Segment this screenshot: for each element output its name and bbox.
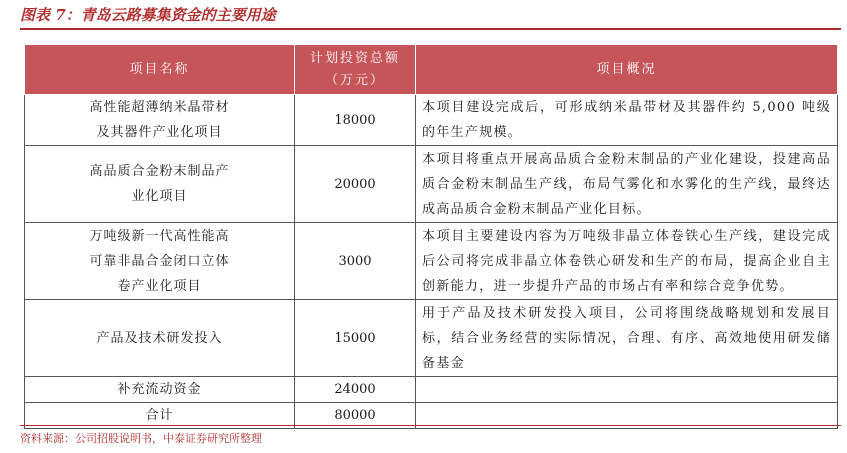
project-desc: 本项目建设完成后，可形成纳米晶带材及其器件约 5,000 吨级的年生产规模。 [416,95,838,146]
project-amount: 80000 [295,403,416,429]
project-desc: 本项目将重点开展高品质合金粉末制品的产业化建设，投建高品质合金粉末制品生产线，布局气雾化和水雾化的生产线，最终达成高品质合金粉末制品产业化目标。 [416,146,838,223]
header-amount-line1: 计划投资总额 [309,50,400,66]
table-row [25,300,838,377]
bottom-divider [20,425,841,426]
project-name-line: 合计 [145,408,174,423]
table-row [25,146,838,223]
project-name [25,377,295,403]
project-name [25,223,295,300]
title-underline [20,28,841,30]
project-name-line: 及其器件产业化项目 [96,125,223,140]
project-name-line: 高品质合金粉末制品产 [89,164,230,179]
project-name-line: 万吨级新一代高性能高 [89,228,230,244]
project-desc [416,377,838,403]
project-amount: 18000 [295,95,416,146]
project-name [25,300,295,377]
project-name-line: 可靠非晶合金闭口立体 [89,253,230,269]
project-name-line: 业化项目 [131,189,188,204]
table-row [25,95,838,146]
header-row [25,45,838,95]
project-name [25,95,295,146]
project-name-line: 高性能超薄纳米晶带材 [89,100,230,115]
source-note: 资料来源：公司招股说明书，中泰证券研究所整理 [20,432,262,445]
project-desc: 本项目主要建设内容为万吨级非晶立体卷铁心生产线，建设完成后公司将完成非晶立体卷铁心研发和生产的布局，提高企业自主创新能力，进一步提升产品的市场占有率和综合竞争优势。 [416,223,838,300]
project-amount: 24000 [295,377,416,403]
project-amount: 15000 [295,300,416,377]
projects-table [24,44,838,429]
header-amount [295,45,416,95]
project-name-line: 补充流动资金 [117,382,202,397]
header-desc: 项目概况 [416,45,838,95]
project-amount: 20000 [295,146,416,223]
table-row [25,223,838,300]
header-name: 项目名称 [25,45,295,95]
table-row [25,377,838,403]
project-amount: 3000 [295,223,416,300]
project-desc: 用于产品及技术研发投入项目，公司将围绕战略规划和发展目标，结合业务经营的实际情况，合理、有序、高效地使用研发储备基金 [416,300,838,377]
figure-title: 图表 7：青岛云路募集资金的主要用途 [20,6,276,24]
project-name [25,146,295,223]
project-name-line: 产品及技术研发投入 [96,330,223,346]
header-amount-line2: （万元） [324,72,385,88]
project-name-line: 卷产业化项目 [117,278,202,294]
